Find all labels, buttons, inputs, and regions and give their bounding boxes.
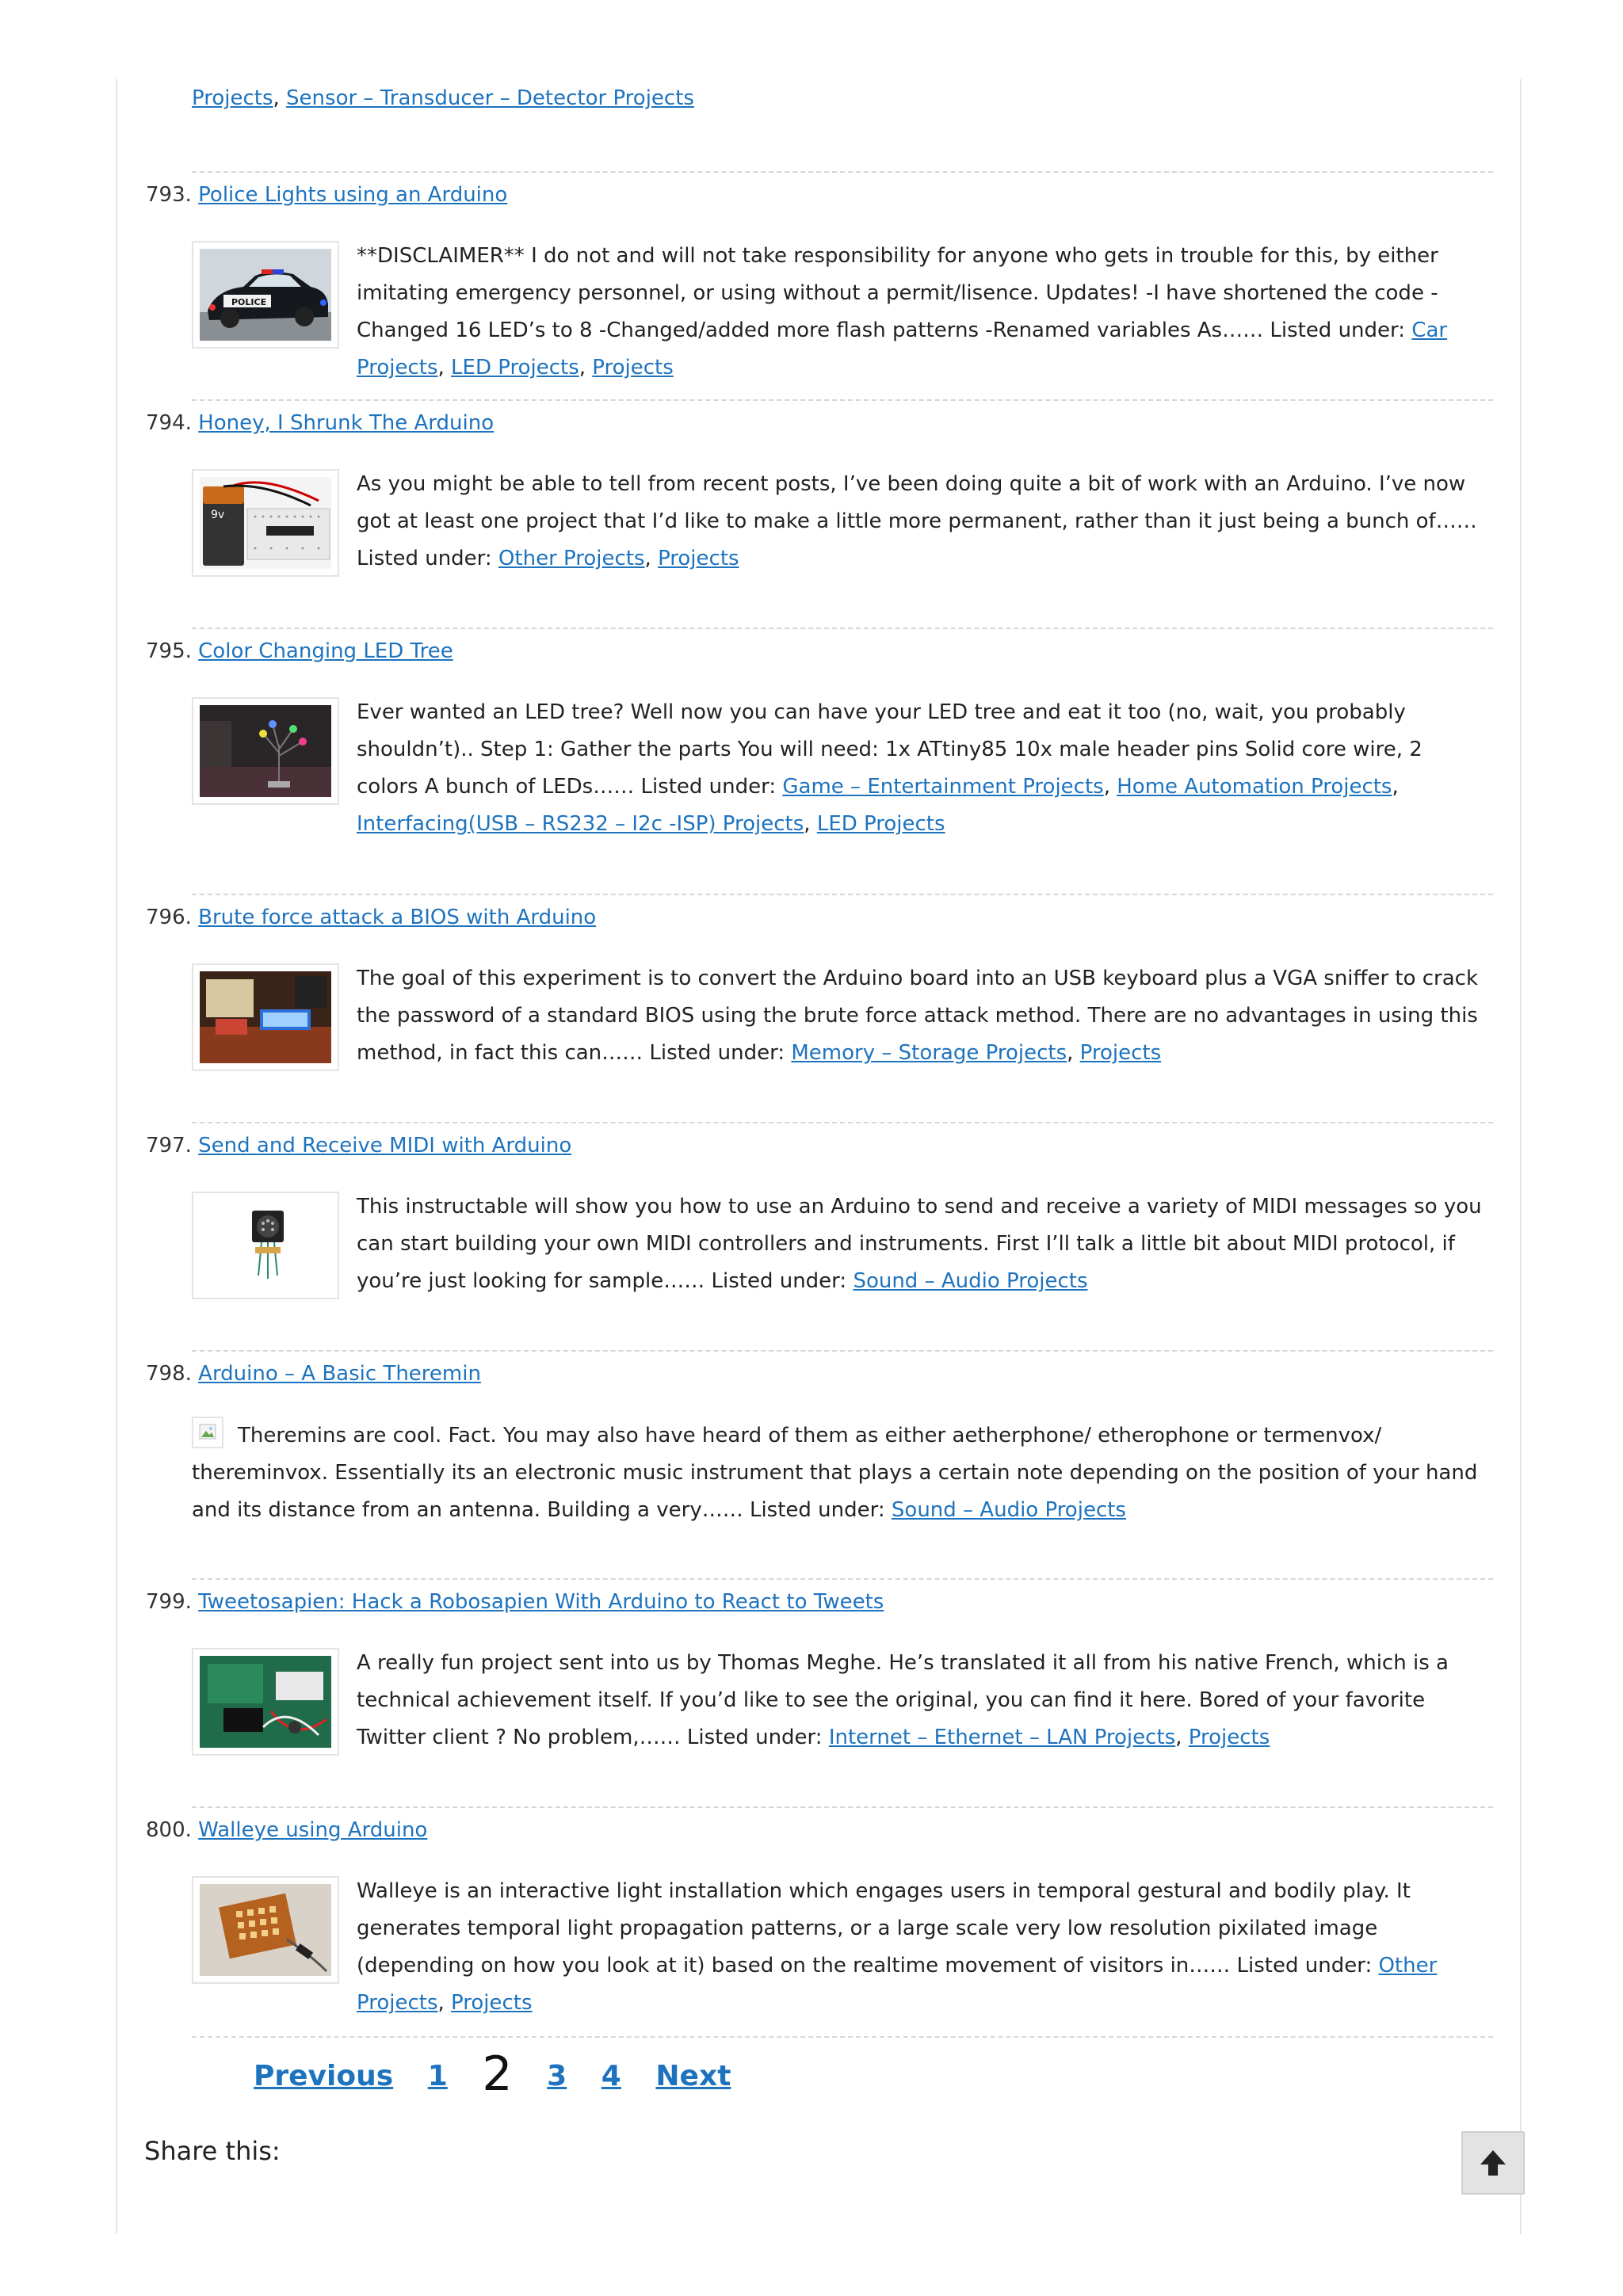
scroll-to-top-button[interactable] <box>1461 2131 1525 2195</box>
item-number: 800. <box>146 1818 192 1842</box>
tag-link[interactable]: LED Projects <box>816 812 945 836</box>
item-title-link[interactable]: Honey, I Shrunk The Arduino <box>198 411 495 435</box>
item-title-link[interactable]: Walleye using Arduino <box>198 1818 428 1842</box>
tag-link[interactable]: Projects <box>1188 1726 1270 1749</box>
previous-page-link[interactable]: Previous <box>254 2060 394 2092</box>
item-number: 794. <box>146 411 192 435</box>
tag-link[interactable]: Projects <box>658 547 739 570</box>
pagination <box>192 2036 1493 2102</box>
page-4-link[interactable]: 4 <box>601 2060 621 2092</box>
item-title-link[interactable]: Police Lights using an Arduino <box>198 183 508 207</box>
item-number: 797. <box>146 1134 192 1158</box>
separator: , <box>273 86 287 110</box>
item-number: 793. <box>146 183 192 207</box>
tag-link[interactable]: Sound – Audio Projects <box>853 1269 1088 1293</box>
item-description: A really fun project sent into us by Thomas Meghe. He’s translated it all from his native French, which is a technical achievement itself. If you’d like to see the original, you can find it here. Bored of your favorite Twitter client ? No problem,…… Listed under: Internet – Ethernet – LAN Projects, Projects <box>357 1651 1449 1749</box>
divider <box>192 399 1493 401</box>
item-title-link[interactable]: Tweetosapien: Hack a Robosapien With Arduino to React to Tweets <box>198 1590 884 1614</box>
category-links <box>192 82 694 114</box>
divider <box>192 1806 1493 1808</box>
battery-label: 9v <box>211 509 225 521</box>
tag-link[interactable]: Other Projects <box>498 547 645 570</box>
item-number: 796. <box>146 906 192 929</box>
item-number: 799. <box>146 1590 192 1614</box>
tag-link[interactable]: Game – Entertainment Projects <box>782 775 1104 799</box>
divider <box>192 1350 1493 1352</box>
divider <box>192 171 1493 173</box>
thumbnail-led-tree[interactable] <box>192 697 339 805</box>
item-number: 798. <box>146 1362 192 1386</box>
tag-link[interactable]: Memory – Storage Projects <box>791 1041 1067 1065</box>
item-title-link[interactable]: Send and Receive MIDI with Arduino <box>198 1134 572 1158</box>
thumbnail-police-car[interactable] <box>192 241 339 349</box>
item-description: Walleye is an interactive light installation which engages users in temporal gestural and bodily play. It generates temporal light propagation patterns, or a large scale very low resolution pixilated image (depending on how you look at it) based on the realtime movement of visitors in…… Listed under: Other Projects, Projects <box>357 1879 1438 2015</box>
item-number: 795. <box>146 639 192 663</box>
page-3-link[interactable]: 3 <box>547 2060 567 2092</box>
tag-link[interactable]: Projects <box>1079 1041 1162 1065</box>
divider <box>192 894 1493 895</box>
item-description: As you might be able to tell from recent posts, I’ve been doing quite a bit of work with an Arduino. I’ve now got at least one project that I’d like to make a little more permanent, rather than it just being a bunch of…… Listed under: Other Projects, Projects <box>357 472 1477 570</box>
tag-link[interactable]: Car Projects <box>357 318 1448 379</box>
thumbnail-bios-attack[interactable] <box>192 963 339 1071</box>
tag-link[interactable]: Other Projects <box>357 1954 1438 2015</box>
page-1-link[interactable]: 1 <box>427 2060 448 2092</box>
item-description: This instructable will show you how to use an Arduino to send and receive a variety of MIDI messages so you can start building your own MIDI controllers and instruments. First I’ll talk a little bit about MIDI protocol, if you’re just looking for sample…… Listed under: Sound – Audio Projects <box>357 1195 1482 1293</box>
svg-text:POLICE: POLICE <box>231 297 267 307</box>
divider <box>192 1578 1493 1580</box>
next-page-link[interactable]: Next <box>655 2060 731 2092</box>
tag-link[interactable]: Sound – Audio Projects <box>891 1498 1126 1522</box>
thumbnail-midi-connector[interactable] <box>192 1192 339 1299</box>
broken-image-icon[interactable] <box>192 1417 223 1448</box>
arrow-up-icon <box>1477 2147 1509 2179</box>
item-description: Theremins are cool. Fact. You may also have heard of them as either aetherphone/ etherophone or termenvox/ thereminvox. Essentially its an electronic music instrument that plays a certain note depending on the position of your hand and its distance from an antenna. Building a very…… Listed under: Sound – Audio Projects <box>192 1417 1491 1529</box>
item-description: The goal of this experiment is to convert the Arduino board into an USB keyboard plus a VGA sniffer to crack the password of a standard BIOS using the brute force attack method. There are no advantages in using this method, in fact this can…… Listed under: Memory – Storage Projects, Projects <box>357 967 1479 1065</box>
share-heading: Share this: <box>144 2136 281 2166</box>
link-projects[interactable]: Projects <box>192 86 273 110</box>
item-title-link[interactable]: Color Changing LED Tree <box>198 639 453 663</box>
item-title-link[interactable]: Brute force attack a BIOS with Arduino <box>198 906 597 929</box>
tag-link[interactable]: Projects <box>592 356 674 379</box>
tag-link[interactable]: Internet – Ethernet – LAN Projects <box>828 1726 1176 1749</box>
item-description: Ever wanted an LED tree? Well now you can have your LED tree and eat it too (no, wait, you probably shouldn’t).. Step 1: Gather the parts You will need: 1x ATtiny85 10x male header pins Solid core wire, 2 colors A bunch of LEDs…… Listed under: Game – Entertainment Projects, Home Automation Projects, Interfacing(USB – RS232 – I2c -ISP) Projects, LED Projects <box>357 700 1423 836</box>
divider <box>192 627 1493 629</box>
tag-link[interactable]: LED Projects <box>451 356 579 379</box>
thumbnail-walleye-board[interactable] <box>192 1876 339 1984</box>
item-title-link[interactable]: Arduino – A Basic Theremin <box>198 1362 481 1386</box>
thumbnail-battery-breadboard[interactable] <box>192 469 339 577</box>
tag-link[interactable]: Home Automation Projects <box>1117 775 1392 799</box>
item-description: **DISCLAIMER** I do not and will not take responsibility for anyone who gets in trouble for this, by either imitating emergency personnel, or using without a permit/lisence. Updates! -I have shortened the code -Changed 16 LED’s to 8 -Changed/added more flash patterns -Renamed variables As…… Listed under: Car Projects, LED Projects, Projects <box>357 244 1448 379</box>
link-sensor-projects[interactable]: Sensor – Transducer – Detector Projects <box>286 86 694 110</box>
tag-link[interactable]: Projects <box>451 1991 533 2015</box>
divider <box>192 1122 1493 1123</box>
tag-link[interactable]: Interfacing(USB – RS232 – I2c -ISP) Projects <box>357 812 804 836</box>
thumbnail-robosapien-board[interactable] <box>192 1648 339 1756</box>
current-page: 2 <box>482 2046 513 2102</box>
